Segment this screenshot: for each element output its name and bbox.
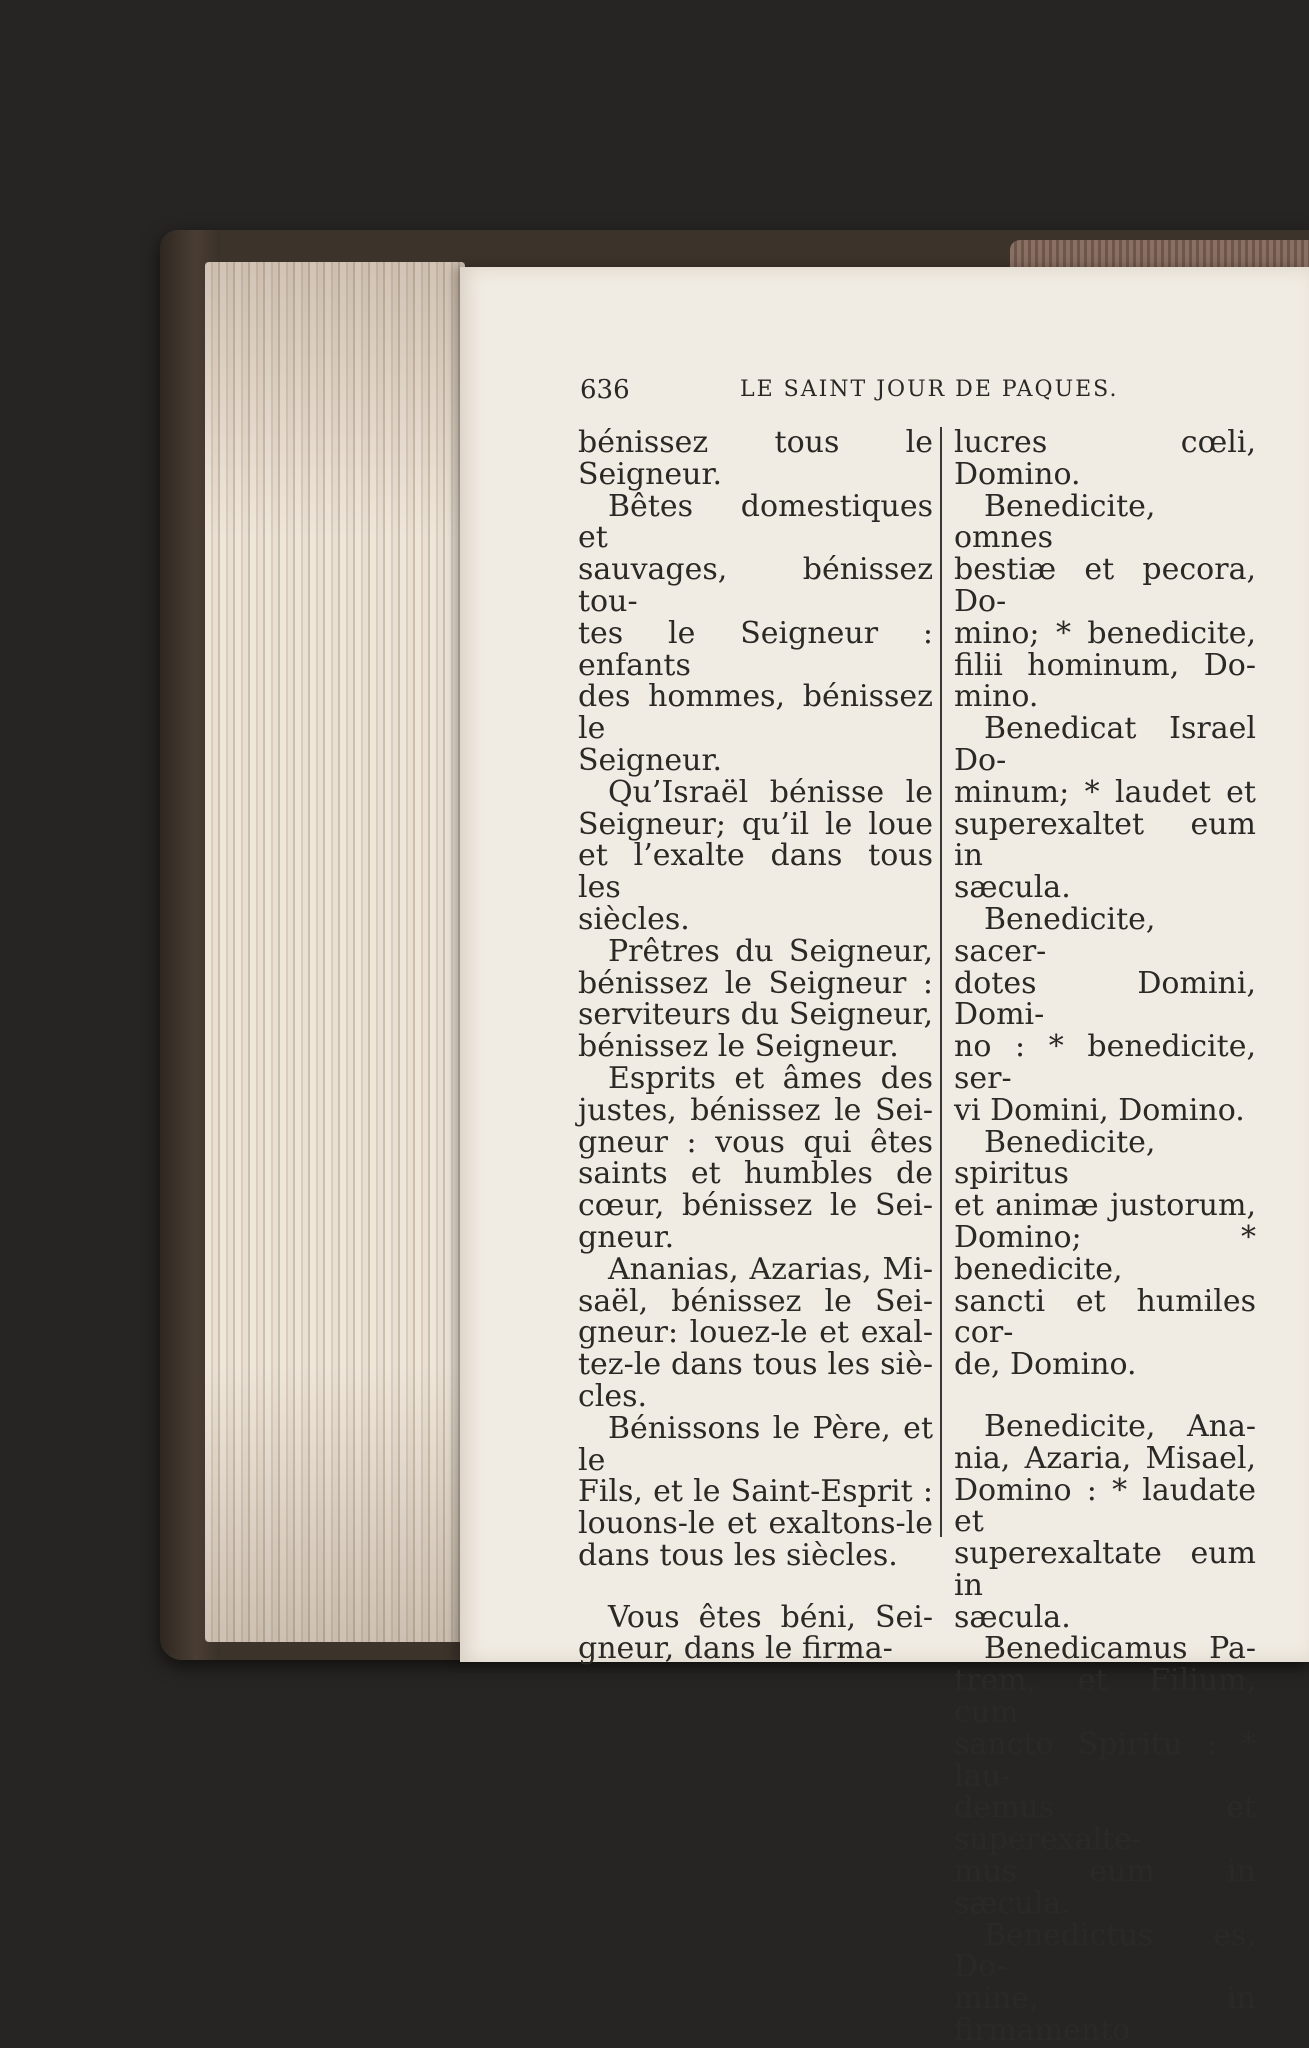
text-line: bénissez le Seigneur :	[578, 965, 933, 1001]
text-line: cles.	[578, 1378, 648, 1414]
text-line: gneur: louez-le et exal-	[578, 1315, 933, 1351]
text-line: superexaltet eum in	[954, 806, 1256, 874]
text-line: mino.	[954, 679, 1039, 715]
french-column	[578, 427, 933, 1665]
text-line: Vous êtes béni, Sei-	[608, 1599, 933, 1635]
text-line: minum; * laudet et	[954, 774, 1256, 810]
text-line: gneur, dans le firma-	[578, 1631, 893, 1667]
text-line: mine, in firmamento	[954, 1981, 1256, 2048]
book-page	[460, 267, 1309, 2048]
text-line: Benedictus es, Do-	[954, 1917, 1256, 1985]
text-line: Bénissons le Père, et le	[578, 1410, 933, 1478]
text-line: mus eum in sæcula.	[954, 1854, 1256, 1921]
text-line: serviteurs du Seigneur,	[578, 997, 933, 1033]
text-line: demus et superexalte-	[954, 1790, 1256, 1858]
text-line: siècles.	[578, 901, 690, 937]
text-line: vi Domini, Domino.	[954, 1092, 1245, 1128]
text-line: louons-le et exaltons-le	[578, 1506, 933, 1542]
page-header	[580, 375, 1280, 415]
text-line: de, Domino.	[954, 1347, 1137, 1383]
page-edges	[205, 262, 465, 1642]
text-line: sancto Spiritu : * lau-	[954, 1726, 1256, 1794]
text-line: mino; * benedicite,	[954, 615, 1256, 651]
text-line: sæcula.	[954, 870, 1071, 906]
text-line: Benedicat Israel Do-	[954, 711, 1256, 778]
text-line: Ananias, Azarias, Mi-	[608, 1251, 933, 1287]
page-number: 636	[580, 375, 630, 405]
text-line: trem, et Filium, cum	[954, 1663, 1256, 1731]
text-line: Fils, et le Saint-Esprit :	[578, 1474, 933, 1510]
text-line: justes, bénissez le Sei-	[578, 1092, 933, 1128]
text-line: no : * benedicite, ser-	[954, 1029, 1256, 1096]
text-line: Benedicite, spiritus	[954, 1124, 1156, 1192]
text-line: tez-le dans tous les siè-	[578, 1347, 933, 1383]
text-line: Benedicamus Pa-	[984, 1631, 1256, 1667]
text-line: Benedicite, Ana-	[984, 1408, 1256, 1444]
text-line: gneur : vous qui êtes	[578, 1124, 933, 1160]
text-line: Seigneur; qu’il le loue	[578, 806, 933, 842]
text-line: lucres cœli, Domino.	[954, 425, 1256, 492]
text-line: et animæ justorum,	[954, 1188, 1256, 1224]
text-line: Domino; * benedicite,	[954, 1219, 1256, 1287]
text-line: Prêtres du Seigneur,	[608, 933, 933, 969]
text-line: Bêtes domestiques et	[578, 488, 933, 556]
text-line: Seigneur.	[578, 742, 723, 778]
text-line: et l’exalte dans tous les	[578, 838, 933, 906]
text-line: bénissez le Seigneur.	[578, 1029, 899, 1065]
text-line: bestiæ et pecora, Do-	[954, 552, 1256, 619]
text-line: saël, bénissez le Sei-	[578, 1283, 933, 1319]
text-line: filii hominum, Do-	[954, 647, 1256, 683]
text-line: saints et humbles de	[578, 1156, 933, 1192]
text-line: sauvages, bénissez tou-	[578, 552, 933, 619]
latin-column	[940, 425, 1256, 2048]
text-line: tes le Seigneur : enfants	[578, 615, 933, 683]
text-line: gneur.	[578, 1219, 675, 1255]
text-line: des hommes, bénissez le	[578, 679, 933, 747]
text-line: superexaltate eum in	[954, 1536, 1256, 1603]
text-line: dotes Domini, Domi-	[954, 965, 1256, 1033]
text-line: Benedicite, sacer-	[954, 901, 1156, 969]
text-line: Qu’Israël bénisse le	[608, 774, 933, 810]
text-line: Esprits et âmes des	[608, 1060, 933, 1096]
text-line: dans tous les siècles.	[578, 1537, 898, 1573]
text-line: sæcula.	[954, 1599, 1071, 1635]
running-title: LE SAINT JOUR DE PAQUES.	[740, 377, 1119, 402]
text-line: sancti et humiles cor-	[954, 1283, 1256, 1351]
text-line: cœur, bénissez le Sei-	[578, 1188, 933, 1224]
text-line: bénissez tous le Seigneur.	[578, 425, 933, 492]
text-line: nia, Azaria, Misael,	[954, 1440, 1256, 1476]
text-line: Benedicite, omnes	[954, 488, 1156, 556]
text-line: Domino : * laudate et	[954, 1472, 1256, 1540]
